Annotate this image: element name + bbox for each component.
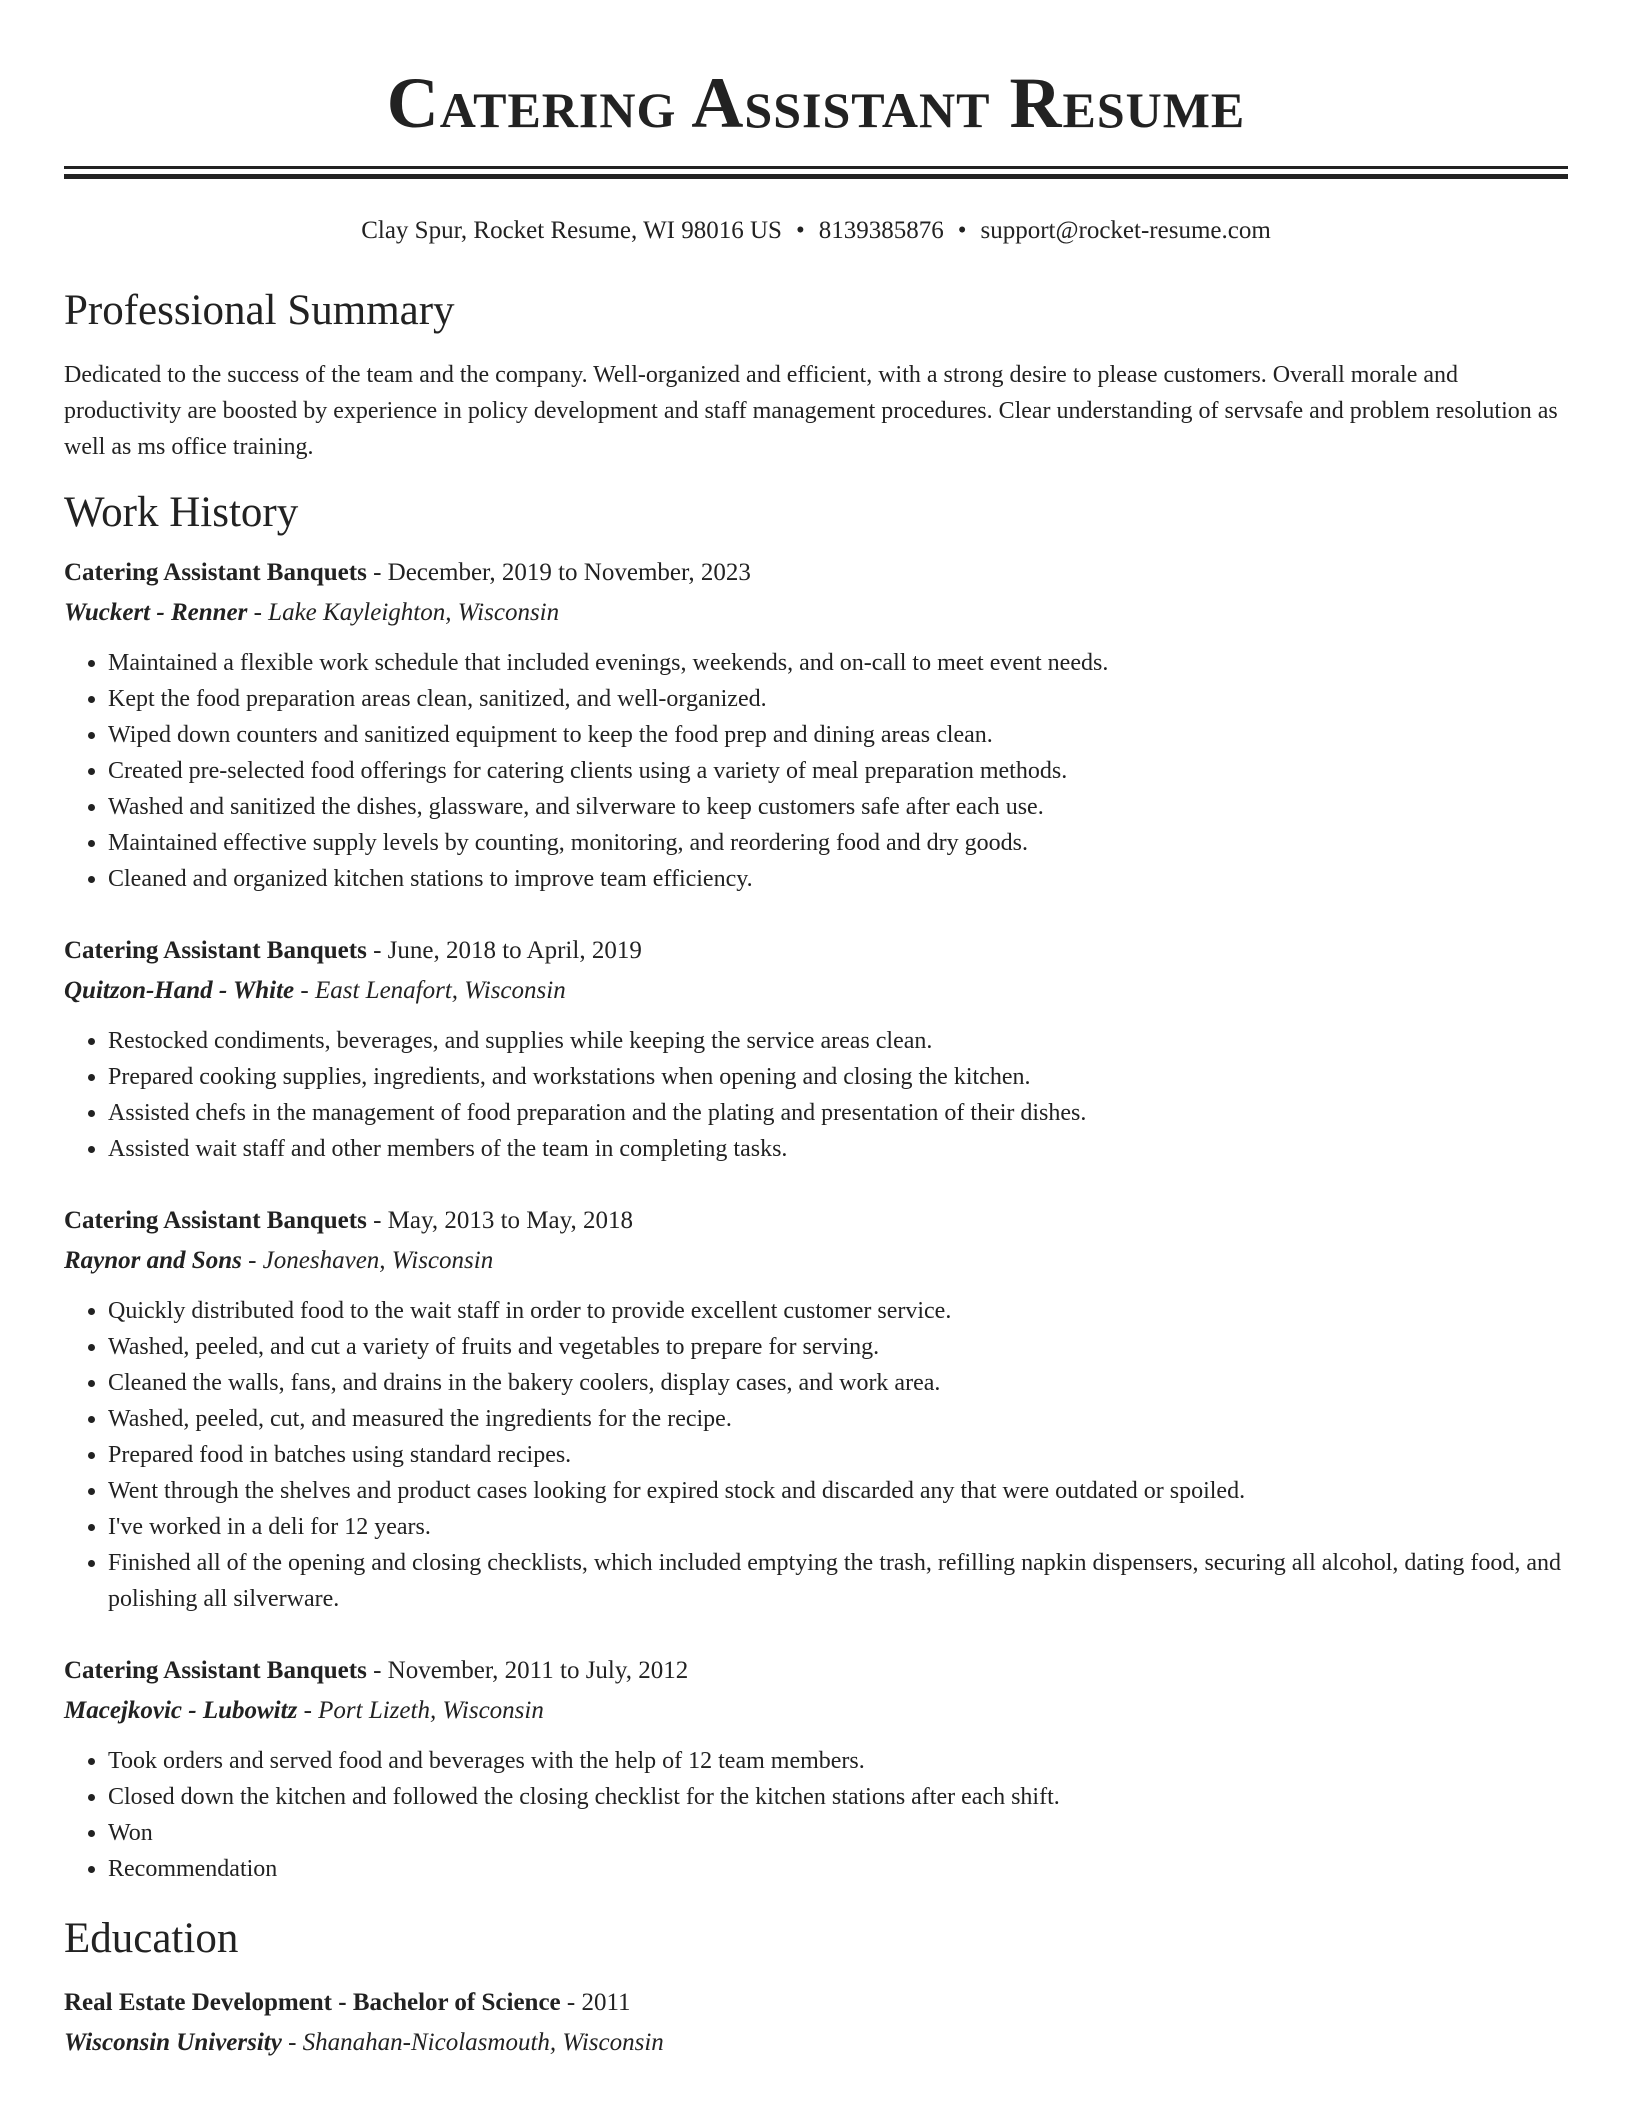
job-dates: - December, 2019 to November, 2023: [366, 559, 751, 586]
resume-title: Catering Assistant Resume: [386, 63, 1246, 143]
job-duty: • Restocked condiments, beverages, and supplies while keeping the service areas clean.: [108, 1023, 1568, 1059]
summary-heading: Professional Summary: [64, 287, 455, 334]
job-title: Catering Assistant Banquets: [64, 1207, 367, 1234]
job-duty: • Washed, peeled, and cut a variety of fruits and vegetables to prepare for serving.: [108, 1329, 1568, 1365]
job-title: Catering Assistant Banquets: [64, 937, 367, 964]
job-title-line: [64, 1651, 1568, 1691]
job-location: - East Lenafort, Wisconsin: [294, 977, 566, 1004]
job-employer-line: [64, 1241, 1568, 1281]
job-duty: • Cleaned the walls, fans, and drains in the bakery coolers, display cases, and work area.: [108, 1365, 1568, 1401]
job-duty: • Assisted wait staff and other members of the team in completing tasks.: [108, 1131, 1568, 1167]
job-duties-list: [64, 645, 1568, 897]
contact-separator: •: [957, 217, 967, 244]
degree-line: [64, 1983, 1568, 2023]
job-duty: • I've worked in a deli for 12 years.: [108, 1509, 1568, 1545]
job-employer: Raynor and Sons: [64, 1247, 242, 1274]
graduation-year: - 2011: [560, 1989, 631, 2016]
education-entry: [64, 1983, 1568, 2063]
title-rule-bottom: [64, 174, 1568, 179]
summary-text: Dedicated to the success of the team and the company. Well-organized and efficient, with a strong desire to please customers. Overall morale and productivity are boosted by experience in policy development and staff management procedures. Clear understanding of servsafe and problem resolution as well as ms office training.: [64, 362, 1558, 460]
job-employer: Wuckert - Renner: [64, 599, 248, 626]
job-duty: • Maintained effective supply levels by counting, monitoring, and reordering food and dry goods.: [108, 825, 1568, 861]
job-duty: • Closed down the kitchen and followed the closing checklist for the kitchen stations after each shift.: [108, 1779, 1568, 1815]
contact-phone: 8139385876: [818, 217, 944, 244]
job-duty: • Won: [108, 1815, 1568, 1851]
job-employer-line: [64, 593, 1568, 633]
job-duty: • Prepared cooking supplies, ingredients, and workstations when opening and closing the kitchen.: [108, 1059, 1568, 1095]
school-line: [64, 2023, 1568, 2063]
job-duty: • Prepared food in batches using standard recipes.: [108, 1437, 1568, 1473]
job-employer: Macejkovic - Lubowitz: [64, 1697, 298, 1724]
job-employer-line: [64, 1691, 1568, 1731]
job-duty: • Finished all of the opening and closing checklists, which included emptying the trash, refilling napkin dispensers, securing all alcohol, dating food, and polishing all silverware.: [108, 1545, 1568, 1617]
job-duty: • Washed and sanitized the dishes, glassware, and silverware to keep customers safe after each use.: [108, 789, 1568, 825]
job-duty: • Quickly distributed food to the wait staff in order to provide excellent customer service.: [108, 1293, 1568, 1329]
job-duty: • Wiped down counters and sanitized equipment to keep the food prep and dining areas clean.: [108, 717, 1568, 753]
contact-address: Clay Spur, Rocket Resume, WI 98016 US: [361, 217, 782, 244]
job-location: - Lake Kayleighton, Wisconsin: [247, 599, 560, 626]
job-duty: • Created pre-selected food offerings for catering clients using a variety of meal preparation methods.: [108, 753, 1568, 789]
job-title: Catering Assistant Banquets: [64, 1657, 367, 1684]
job-duties-list: [64, 1293, 1568, 1617]
contact-separator: •: [795, 217, 805, 244]
job-dates: - May, 2013 to May, 2018: [366, 1207, 634, 1234]
school-location: - Shanahan-Nicolasmouth, Wisconsin: [281, 2029, 664, 2056]
job-duty: • Maintained a flexible work schedule that included evenings, weekends, and on-call to meet event needs.: [108, 645, 1568, 681]
job-location: - Joneshaven, Wisconsin: [241, 1247, 494, 1274]
job-dates: - November, 2011 to July, 2012: [366, 1657, 689, 1684]
job-title-line: [64, 1201, 1568, 1241]
job-employer: Quitzon-Hand - White: [64, 977, 295, 1004]
school-name: Wisconsin University: [64, 2029, 282, 2056]
job-title-line: [64, 931, 1568, 971]
contact-line: [64, 215, 1568, 247]
work-history-heading: Work History: [64, 489, 299, 536]
job-title: Catering Assistant Banquets: [64, 559, 367, 586]
contact-email: support@rocket-resume.com: [980, 217, 1271, 244]
job-duty: • Washed, peeled, cut, and measured the ingredients for the recipe.: [108, 1401, 1568, 1437]
degree: Real Estate Development - Bachelor of Science: [64, 1989, 561, 2016]
job-entry: [64, 553, 1568, 897]
job-entry: [64, 1201, 1568, 1617]
job-dates: - June, 2018 to April, 2019: [366, 937, 642, 964]
job-duty: • Recommendation: [108, 1851, 1568, 1887]
job-duties-list: [64, 1023, 1568, 1167]
job-title-line: [64, 553, 1568, 593]
job-duty: • Went through the shelves and product cases looking for expired stock and discarded any that were outdated or spoiled.: [108, 1473, 1568, 1509]
job-entry: [64, 1651, 1568, 1887]
job-employer-line: [64, 971, 1568, 1011]
job-location: - Port Lizeth, Wisconsin: [297, 1697, 544, 1724]
job-duties-list: [64, 1743, 1568, 1887]
job-duty: • Assisted chefs in the management of food preparation and the plating and presentation of their dishes.: [108, 1095, 1568, 1131]
title-rule-top: [64, 166, 1568, 169]
education-heading: Education: [64, 1915, 239, 1962]
job-entry: [64, 931, 1568, 1167]
job-duty: • Kept the food preparation areas clean, sanitized, and well-organized.: [108, 681, 1568, 717]
job-duty: • Cleaned and organized kitchen stations to improve team efficiency.: [108, 861, 1568, 897]
job-duty: • Took orders and served food and beverages with the help of 12 team members.: [108, 1743, 1568, 1779]
